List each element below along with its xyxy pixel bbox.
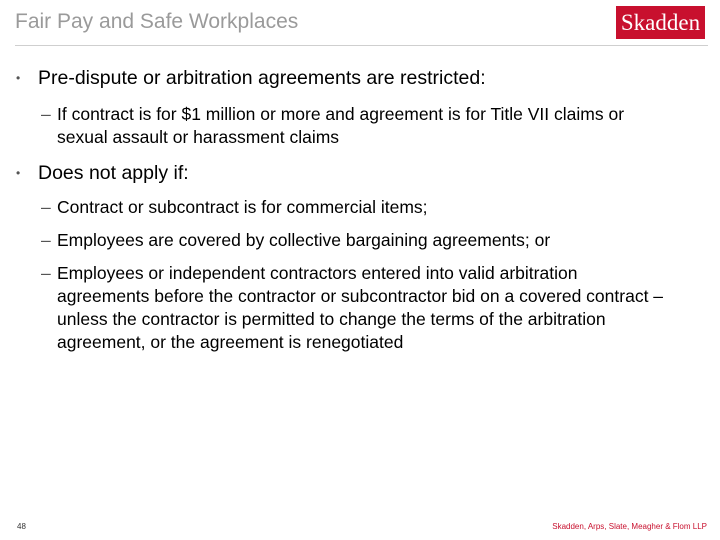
bullet-text: Does not apply if:: [38, 162, 189, 184]
footer-firm-name: Skadden, Arps, Slate, Meagher & Flom LLP: [552, 522, 707, 531]
bullet-dot-icon: •: [16, 166, 21, 180]
dash-icon: –: [41, 230, 51, 250]
dash-icon: –: [41, 263, 51, 283]
sub-bullet-collective-bargaining: [41, 229, 667, 252]
slide-title: Fair Pay and Safe Workplaces: [15, 10, 299, 33]
sub-bullet-text: If contract is for $1 million or more and agreement is for Title VII claims or sexual assault or harassment claims: [57, 104, 625, 147]
skadden-logo: Skadden: [616, 6, 705, 39]
sub-bullet-contract-threshold: [41, 103, 667, 149]
dash-icon: –: [41, 197, 51, 217]
page-number: 48: [17, 522, 26, 531]
bullet-does-not-apply: [16, 161, 678, 186]
dash-icon: –: [41, 104, 51, 124]
title-divider: [15, 45, 708, 46]
sub-bullet-text: Employees or independent contractors entered into valid arbitration agreements before the contractor or subcontractor bid on a covered contract – unless the contractor is permitted to change the terms of the arbitration agreement, or the agreement is renegotiated: [57, 263, 664, 352]
bullet-arbitration-restricted: [16, 66, 678, 91]
sub-bullet-commercial-items: [41, 196, 667, 219]
bullet-text: Pre-dispute or arbitration agreements are restricted:: [38, 67, 486, 89]
bullet-dot-icon: •: [16, 71, 21, 85]
sub-bullet-text: Employees are covered by collective bargaining agreements; or: [57, 230, 551, 250]
sub-bullet-prior-agreements: [41, 262, 667, 354]
sub-bullet-text: Contract or subcontract is for commercial items;: [57, 197, 428, 217]
